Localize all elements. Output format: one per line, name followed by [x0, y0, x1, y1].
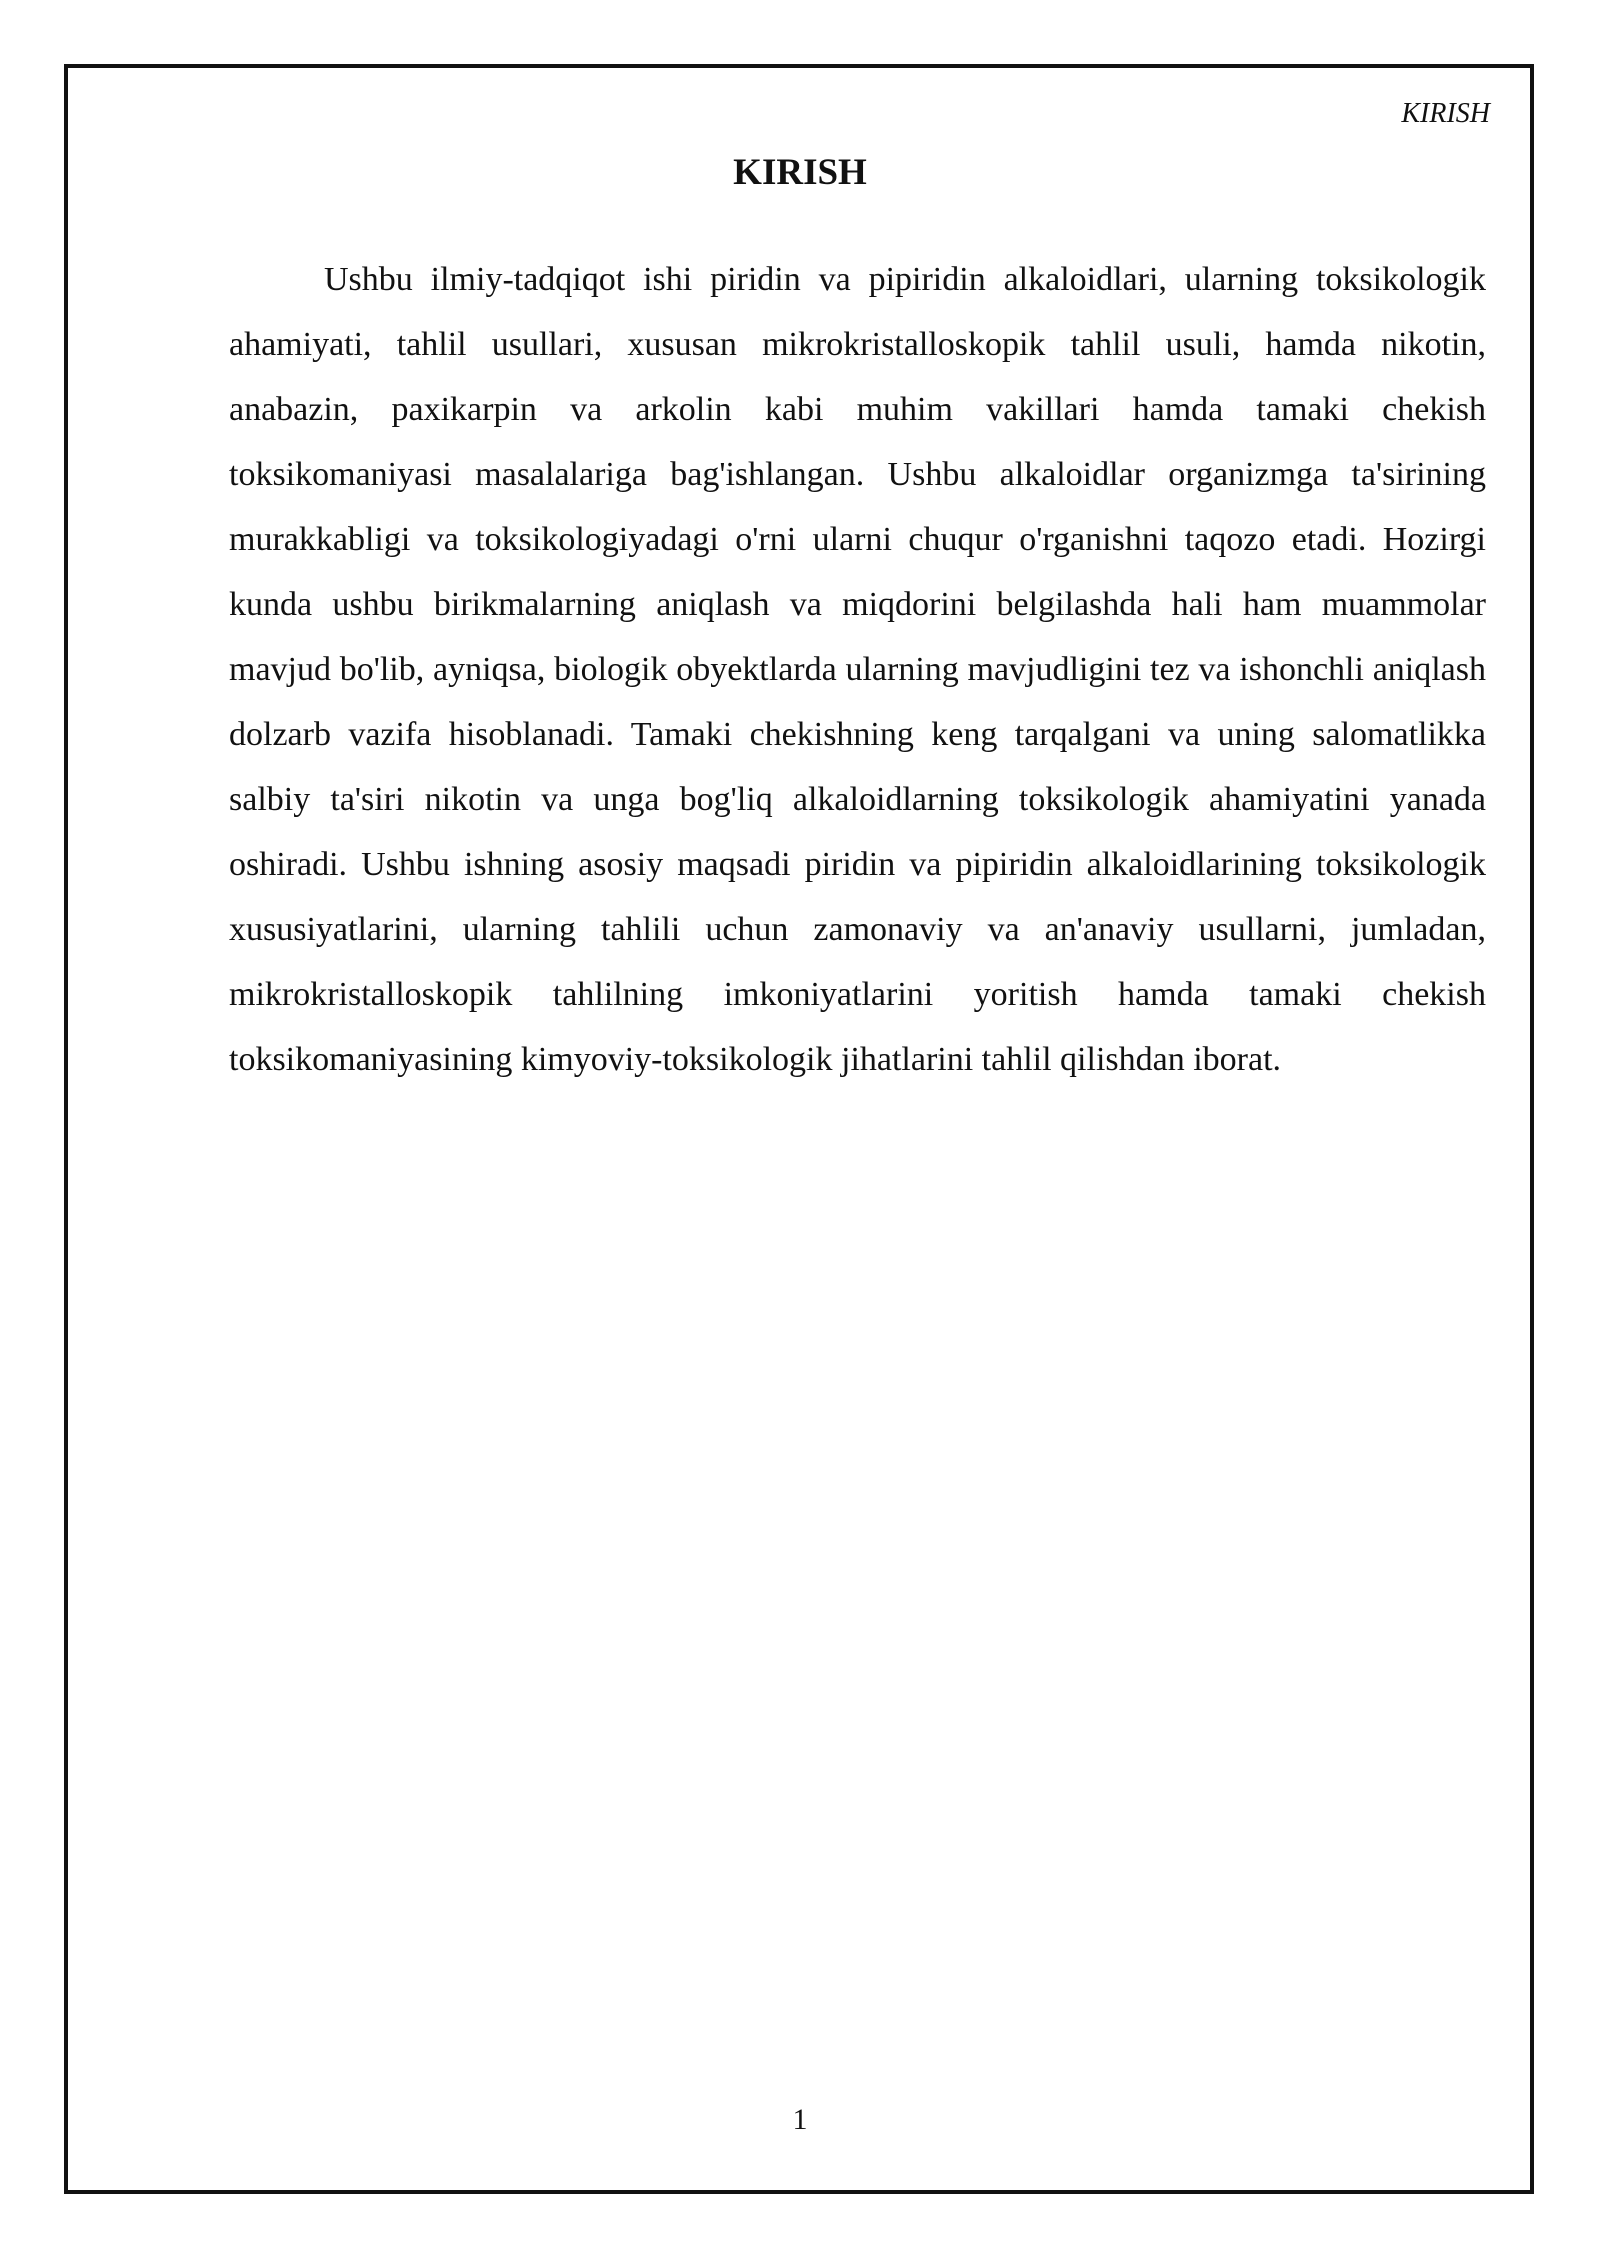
chapter-title: KIRISH — [733, 152, 867, 193]
body-paragraph: Ushbu ilmiy-tadqiqot ishi piridin va pipiridin alkaloidlari, ularning toksikologik ahamiyati, tahlil usullari, xususan mikrokristalloskopik tahlil usuli, hamda nikotin, anabazin, paxikarpin va arkolin kabi muhim vakillari hamda tamaki chekish toksikomaniyasi masalalariga bag'ishlangan. Ushbu alkaloidlar organizmga ta'sirining murakkabligi va toksikologiyadagi o'rni ularni chuqur o'rganishni taqozo etadi. Hozirgi kunda ushbu birikmalarning aniqlash va miqdorini belgilashda hali ham muammolar mavjud bo'lib, ayniqsa, biologik obyektlarda ularning mavjudligini tez va ishonchli aniqlash dolzarb vazifa hisoblanadi. Tamaki chekishning keng tarqalgani va uning salomatlikka salbiy ta'siri nikotin va unga bog'liq alkaloidlarning toksikologik ahamiyatini yanada oshiradi. Ushbu ishning asosiy maqsadi piridin va pipiridin alkaloidlarining toksikologik xususiyatlarini, ularning tahlili uchun zamonaviy va an'anaviy usullarni, jumladan, mikrokristalloskopik tahlilning imkoniyatlarini yoritish hamda tamaki chekish toksikomaniyasining kimyoviy-toksikologik jihatlarini tahlil qilishdan iborat. — [229, 261, 1486, 1078]
page-number: 1 — [792, 2103, 808, 2136]
running-header: KIRISH — [1401, 98, 1490, 129]
